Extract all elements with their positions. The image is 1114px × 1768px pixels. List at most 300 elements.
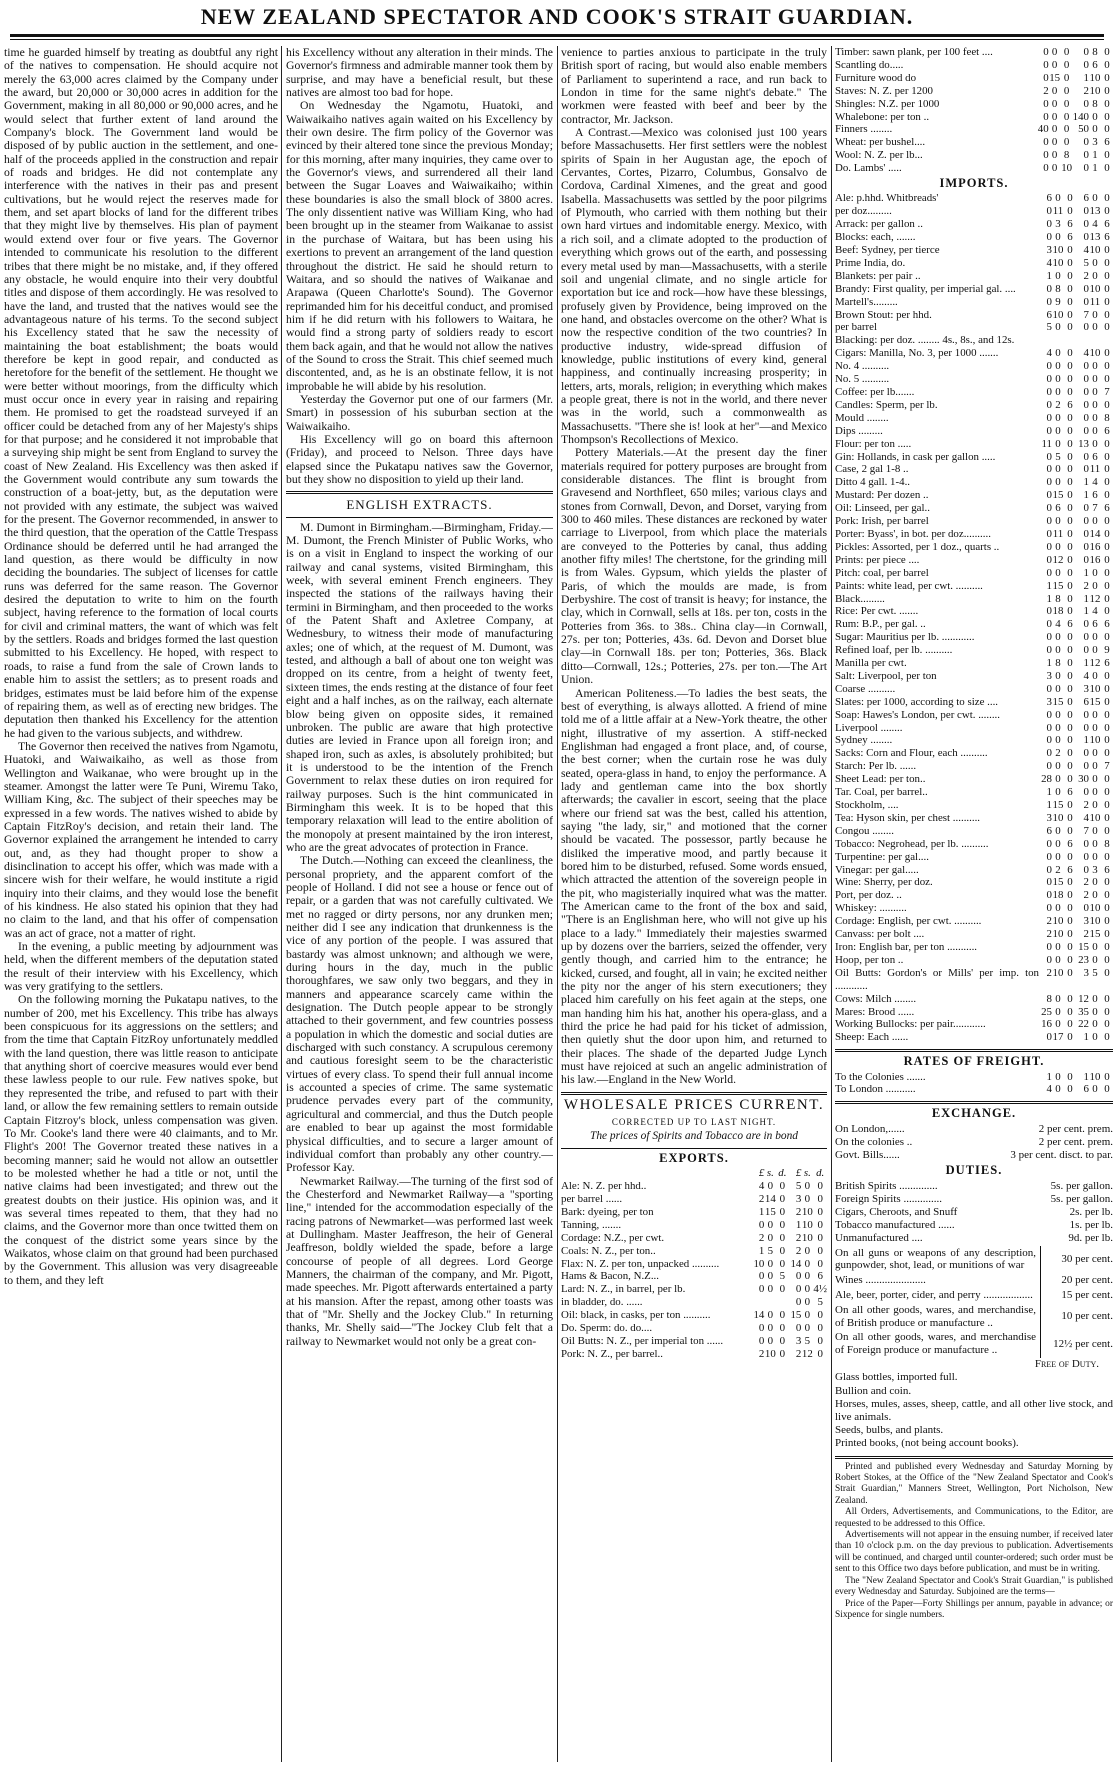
price-cell: 1: [1083, 566, 1089, 579]
price-item: Ditto 4 gall. 1-4..: [835, 476, 911, 489]
price-item: Whalebone: per ton ..: [835, 110, 930, 123]
price-row: [835, 1071, 1113, 1084]
price-cell: 5: [1083, 256, 1089, 269]
price-cell: 25: [1041, 1005, 1052, 1018]
price-cell: 0: [1043, 136, 1049, 149]
price-cell: 10: [1052, 966, 1064, 979]
price-cell: 0: [1046, 489, 1052, 502]
duty-rate: 15 per cent.: [1061, 1289, 1113, 1302]
price-cell: 0: [1046, 373, 1052, 386]
price-cell: 14: [1089, 527, 1101, 540]
price-cell: 0: [1046, 424, 1052, 437]
price-cell: 0: [1067, 811, 1073, 824]
exchange-place: Govt. Bills......: [835, 1149, 900, 1162]
price-cell: 7: [1092, 502, 1098, 515]
price-row: [835, 72, 1113, 85]
price-cell: 3: [1046, 244, 1052, 257]
price-cell: 0: [767, 1309, 774, 1322]
price-item: Mares: Brood ......: [835, 1005, 915, 1018]
price-cell: 0: [817, 1347, 823, 1360]
price-cell: 0: [1051, 123, 1058, 136]
price-cell: 2: [758, 1231, 765, 1244]
price-cell: 1: [1046, 786, 1052, 799]
price-cell: 0: [1046, 876, 1052, 889]
price-cell: 0: [1046, 463, 1052, 476]
price-cell: 1: [1083, 657, 1089, 670]
price-cell: 0: [1055, 321, 1061, 334]
price-cell: 6: [1104, 863, 1110, 876]
price-row: [835, 1018, 1113, 1031]
price-cell: 0: [1046, 889, 1052, 902]
price-cell: 14: [790, 1257, 802, 1270]
price-cell: 11: [1089, 463, 1101, 476]
price-row: [835, 1031, 1113, 1044]
price-cell: 6: [1104, 136, 1110, 149]
price-cell: 2: [1043, 84, 1049, 97]
price-cell: 22: [1078, 1018, 1089, 1031]
price-row: [561, 1245, 827, 1258]
price-cell: 1: [1046, 579, 1052, 592]
price-cell: 0: [1046, 902, 1052, 915]
price-row: [835, 631, 1113, 644]
price-cell: 0: [1104, 889, 1110, 902]
price-cell: 5: [795, 1180, 802, 1193]
price-cell: 6: [1067, 218, 1073, 231]
price-row: [835, 373, 1113, 386]
price-cell: 0: [1055, 386, 1061, 398]
price-row: [835, 902, 1113, 915]
price-item: Candles: Sperm, per lb.: [835, 398, 938, 411]
price-cell: 0: [1055, 953, 1061, 966]
price-item: Slates: per 1000, according to size ....: [835, 695, 999, 708]
price-row: [835, 438, 1113, 451]
price-cell: 2: [795, 1231, 802, 1244]
price-cell: 0: [1092, 786, 1098, 799]
price-cell: 0: [1046, 540, 1052, 553]
price-cell: 0: [1104, 695, 1110, 708]
price-cell: 0: [1067, 747, 1073, 760]
price-cell: 0: [1067, 463, 1073, 476]
price-cell: 12: [1089, 592, 1101, 605]
price-cell: [751, 1296, 764, 1309]
price-item: in bladder, do. ......: [561, 1296, 643, 1309]
price-cell: 3: [1046, 669, 1052, 682]
free-of-duty-heading: Free of Duty.: [1034, 1358, 1099, 1371]
price-cell: 0: [1092, 321, 1098, 334]
price-cell: 0: [1083, 902, 1089, 915]
masthead-rule: [10, 34, 1104, 37]
price-item: Staves: N. Z. per 1200: [835, 84, 933, 97]
price-cell: 0: [1104, 747, 1110, 760]
price-cell: 0: [1092, 437, 1098, 450]
price-row: [835, 993, 1113, 1006]
price-cell: 0: [1104, 953, 1110, 966]
price-cell: 10: [1089, 71, 1101, 84]
price-cell: 0: [1083, 786, 1089, 799]
price-cell: 0: [1104, 708, 1110, 721]
price-row: [835, 683, 1113, 696]
price-cell: 0: [1067, 347, 1073, 360]
price-cell: 0: [767, 1334, 774, 1347]
prices-subtitle: CORRECTED UP TO LAST NIGHT.: [611, 1117, 777, 1128]
price-cell: 0: [1055, 566, 1061, 579]
price-cell: 2: [1083, 579, 1089, 592]
section-rule: [286, 517, 553, 518]
price-cell: 10: [1089, 347, 1101, 360]
price-cell: 5: [1046, 321, 1052, 334]
price-cell: 0: [1055, 760, 1061, 773]
price-item: Cigars: Manilla, No. 3, per 1000 .......: [835, 347, 999, 360]
price-item: Refined loaf, per lb. ..........: [835, 644, 953, 657]
exchange-place: On London,......: [835, 1122, 905, 1135]
price-cell: 8: [1055, 657, 1061, 670]
price-cell: 8: [1063, 149, 1070, 162]
price-cell: 0: [1104, 450, 1110, 463]
price-cell: 0: [1104, 669, 1110, 682]
price-cell: 0: [1104, 58, 1110, 71]
price-row: [835, 59, 1113, 72]
price-cell: 6: [1046, 308, 1052, 321]
price-cell: 0: [1104, 592, 1110, 605]
price-item: No. 5 ..........: [835, 373, 890, 386]
price-cell: 0: [1051, 97, 1058, 110]
price-cell: 0: [1055, 824, 1061, 837]
price-cell: 0: [1067, 644, 1073, 657]
price-cell: 6: [1104, 618, 1110, 631]
price-cell: 0: [1104, 915, 1110, 928]
price-cell: 0: [1083, 747, 1089, 760]
price-cell: 16: [1089, 553, 1101, 566]
price-cell: 6: [1083, 1083, 1089, 1096]
masthead: NEW ZEALAND SPECTATOR AND COOK'S STRAIT GUARDIAN.: [200, 4, 914, 29]
price-row: [835, 915, 1113, 928]
price-cell: 0: [817, 1257, 823, 1270]
price-cell: 0: [1046, 850, 1052, 863]
price-cell: 16: [1089, 540, 1101, 553]
price-cell: 0: [1083, 97, 1089, 110]
price-item: per barrel ......: [561, 1193, 623, 1205]
price-item: Sydney ........: [835, 734, 893, 747]
column-1: [4, 46, 278, 1762]
price-row: [561, 1258, 827, 1271]
freight-table: [835, 1071, 1113, 1097]
price-item: To London ...........: [835, 1083, 916, 1096]
price-row: [835, 747, 1113, 760]
price-item: Pitch: coal, per barrel: [835, 566, 929, 579]
price-cell: 9: [1055, 295, 1061, 308]
price-cell: 11: [1041, 437, 1052, 450]
section-rule: [561, 1148, 827, 1149]
price-row: [561, 1270, 827, 1283]
price-cell: 0: [1083, 863, 1089, 876]
price-cell: 0: [1067, 799, 1073, 811]
price-cell: 0: [1046, 205, 1052, 218]
price-row: [561, 1219, 827, 1232]
price-cell: 0: [1104, 540, 1110, 553]
price-cell: 0: [1083, 46, 1089, 58]
price-cell: 2: [795, 1244, 802, 1257]
duty-item: On all other goods, wares, and merchandise of Foreign produce or manufacture ..: [835, 1330, 1041, 1358]
price-cell: 0: [804, 1309, 811, 1322]
price-item: Tobacco: Negrohead, per lb. ..........: [835, 837, 989, 850]
price-cell: 0: [1051, 149, 1058, 162]
price-cell: 0: [1104, 1031, 1110, 1044]
price-cell: 0: [1083, 837, 1089, 850]
price-cell: 4: [758, 1180, 765, 1193]
price-cell: 0: [1055, 644, 1061, 657]
price-item: Scantling do.....: [835, 58, 904, 71]
exchange-rate: 3 per cent. disct. to par.: [1010, 1149, 1113, 1162]
price-cell: 5: [1055, 450, 1061, 463]
price-cell: 0: [1067, 915, 1073, 928]
price-cell: 50: [1078, 123, 1089, 136]
exchange-row: [835, 1149, 1113, 1162]
price-cell: 8: [1046, 992, 1052, 1005]
price-cell: 6: [1104, 231, 1110, 244]
money-header-cell: £: [795, 1167, 802, 1180]
article-paragraph: his Excellency without any alteration in their minds. The Governor's firmness and admirable manner took them by surprise, and may have a beneficial result, but these natives are almost too bad for hope.: [286, 46, 553, 100]
price-row: [561, 1193, 827, 1206]
price-cell: 0: [1046, 734, 1052, 747]
price-cell: 0: [1067, 515, 1073, 528]
price-cell: 0: [1104, 928, 1110, 941]
price-item: Blankets: per pair ..: [835, 269, 921, 282]
price-cell: 0: [1092, 1005, 1098, 1018]
price-cell: 1: [795, 1218, 802, 1231]
duties-heading: DUTIES.: [945, 1163, 1003, 1178]
price-cell: 0: [1046, 940, 1052, 953]
price-cell: 10: [1052, 928, 1064, 941]
price-row: [835, 347, 1113, 360]
price-cell: 5: [779, 1270, 786, 1283]
price-item: Timber: sawn plank, per 100 feet ....: [835, 46, 993, 58]
price-cell: 0: [795, 1283, 802, 1296]
price-cell: 1: [1083, 1031, 1089, 1044]
price-cell: 0: [1067, 502, 1073, 515]
price-cell: 4: [1092, 605, 1098, 618]
price-row: [835, 136, 1113, 149]
price-cell: 0: [1046, 618, 1052, 631]
price-row: [835, 244, 1113, 257]
price-cell: 0: [1104, 71, 1110, 84]
price-cell: 4: [1046, 256, 1052, 269]
price-cell: 0: [1046, 682, 1052, 695]
price-cell: 0: [1055, 721, 1061, 734]
price-cell: 2: [1046, 915, 1052, 928]
money-header-cell: d.: [816, 1167, 825, 1180]
price-cell: 10: [1089, 915, 1101, 928]
duties-braced-table: [835, 1246, 1113, 1358]
price-cell: 0: [1092, 1083, 1098, 1096]
price-cell: 15: [1052, 579, 1064, 592]
free-item: Horses, mules, asses, sheep, cattle, and all other live stock, and live animals.: [835, 1397, 1113, 1424]
price-cell: 0: [1067, 657, 1073, 670]
price-cell: 0: [1067, 721, 1073, 734]
price-cell: 0: [1092, 992, 1098, 1005]
price-cell: 12: [801, 1347, 813, 1360]
price-row: [835, 162, 1113, 175]
price-row: [835, 515, 1113, 528]
price-cell: 0: [1067, 953, 1073, 966]
price-row: [835, 321, 1113, 334]
price-cell: 0: [1104, 579, 1110, 592]
price-cell: 15: [1089, 928, 1101, 941]
price-cell: 0: [1104, 398, 1110, 411]
price-cell: 7: [1083, 824, 1089, 837]
price-cell: 0: [1083, 850, 1089, 863]
price-cell: 0: [1067, 889, 1073, 902]
price-cell: 0: [1083, 136, 1089, 149]
section-rule: [835, 1456, 1113, 1459]
price-cell: 0: [1083, 386, 1089, 398]
price-item: Coarse ..........: [835, 682, 896, 695]
article-paragraph: A Contrast.—Mexico was colonised just 100 years before Massachusetts. Her first settlers were the noblest spirits of Spain in her Augustan age, the epoch of Cervantes, Cortes, Pizarro, Columbus, Gonsalvo de Cordova, Cardinal Ximenes, and the great and good Isabella. Massachusetts was settled by the poor pilgrims of Plymouth, who carried with them nothing but their own hard virtues and indomitable energy. Mexico, with a rich soil, and a climate adopted to the production of everything which grows out of the earth, and possessing every metal used by man—Massachusetts, with a sterile soil and ungenial climate, and no single article for exportation but ice and rock—how have these blessings, profusely given by Providence, being improved on the one hand, and obstacles overcome on the other? What is now the respective condition of the two countries? In productive industry, wide-spread diffusion of knowledge, public institutions of every kind, general happiness, and continually increasing prosperity; in letters, arts, morals, religion; in everything which makes a people great, there is not in the world, and there never was in the world, such a commonwealth as Massachusetts. "There she is! look at her"—and Mexico Thompson's Recollections of Mexico.: [561, 126, 827, 446]
price-cell: 0: [1046, 231, 1052, 244]
price-item: Working Bullocks: per pair............: [835, 1018, 986, 1031]
price-item: Salt: Liverpool, per ton: [835, 669, 937, 682]
price-cell: 1: [758, 1205, 765, 1218]
duty-row: [835, 1193, 1113, 1206]
price-cell: 0: [1083, 58, 1089, 71]
price-cell: 6: [1067, 398, 1073, 411]
price-cell: 0: [1055, 734, 1061, 747]
price-cell: 10: [1089, 1070, 1101, 1083]
price-cell: 0: [1083, 708, 1089, 721]
price-cell: 2: [1055, 398, 1061, 411]
price-item: Blacking: per doz. ........ 4s., 8s., and 12s.: [835, 334, 1015, 347]
price-row: [835, 412, 1113, 425]
price-cell: 0: [1104, 553, 1110, 566]
price-cell: 1: [1092, 162, 1098, 175]
price-cell: 0: [767, 1257, 774, 1270]
article-paragraph: time he guarded himself by treating as doubtful any right of the natives to compensation. He should acquire not merely the 63,000 acres claimed by the Company under the award, but 20,000 or 30,000 acres in addition for the Government, making in all 80,000 or 90,000 acres, and he would select that further extent of land around the Company's block. The Government land would be disposed of by public auction in the settlement, and one-half of the proceeds applied in the construction and repair of roads and bridges. He did not contemplate any interference with the natives in their pas and present cultivations, but he would reject the reserves made for them, and set apart blocks of land for the different tribes that they might live by themselves. His plan of payment would extend over four or five years. The Governor intended to communicate his resolution to the different tribes that there might be no mistake, and, if they offered any obstacle, he would enquire into their very doubtful titles and dispose of them accordingly. He was resolved to have the land, and trusted that the natives would see the advantageous nature of his terms. To the second subject his Excellency stated that he saw the necessity of maintaining the boat establishment; the boats would therefore be kept in good repair, and conducted as heretofore for the benefit of the settlement. He thought we were better without moorings, from the difficulty which must occur once in every year in raising and repairing them. He promised to get the roadstead surveyed if an officer could be detached from any of her Majesty's ships for that purpose; and he considered it not improbable that a surveying ship might be sent from England to survey the coast of New Zealand. His Excellency was then asked if the Government would contribute any sum towards the construction of a boat-jetty, but, as the deputation were not provided with any estimate, the subject was waived for the present. The Governor recommended, in answer to the third question, that the operation of the Cattle Trespass Ordinance should be deferred until he had arranged the land question, as there would be difficulty in now deciding the boundaries. The subject of licenses for cattle runs was deferred for the same reason. The Governor desired the deputation to write to him on the fourth subject, having reference to the formation of local courts for civil and criminal matters, the want of which was felt by the settlers. Roads and bridges formed the last question submitted to his Excellency. He hoped, with respect to roads, to raise a fund from the sale of Crown lands to enable him to assist the settlers; as to present roads and bridges, estimates must be laid before him of the expense of repairing them, as well as of erecting new bridges. The deputation then thanked his Excellency for the attention he had given to the various subjects, and withdrew.: [4, 46, 278, 740]
price-cell: 0: [1067, 928, 1073, 941]
price-row: [835, 709, 1113, 722]
price-cell: 0: [758, 1334, 765, 1347]
price-cell: 0: [1067, 824, 1073, 837]
price-cell: 0: [1055, 347, 1061, 360]
price-cell: 0: [1067, 244, 1073, 257]
price-cell: 13: [1078, 437, 1089, 450]
price-cell: 8: [1055, 282, 1061, 295]
price-cell: 0: [1104, 205, 1110, 218]
price-cell: 0: [1067, 1005, 1073, 1018]
price-cell: 0: [1104, 360, 1110, 373]
price-item: Arrack: per gallon ..: [835, 218, 923, 231]
price-cell: 0: [1055, 463, 1061, 476]
price-cell: 0: [1067, 282, 1073, 295]
price-cell: 0: [1067, 489, 1073, 502]
price-cell: 0: [1083, 540, 1089, 553]
price-cell: 0: [1067, 876, 1073, 889]
price-item: Rice: Per cwt. .......: [835, 605, 919, 618]
price-item: Turpentine: per gal....: [835, 850, 929, 863]
imports-heading: IMPORTS.: [939, 176, 1009, 191]
price-item: Sheet Lead: per ton..: [835, 773, 926, 786]
section-heading: ENGLISH EXTRACTS.: [346, 497, 493, 513]
duty-braced-row: [835, 1330, 1113, 1358]
price-cell: 0: [1104, 476, 1110, 489]
price-cell: 10: [1061, 162, 1073, 175]
price-row: [835, 98, 1113, 111]
price-cell: 0: [1055, 1083, 1061, 1096]
price-item: No. 4 ..........: [835, 360, 890, 373]
price-row: [835, 838, 1113, 851]
exchange-heading: EXCHANGE.: [931, 1106, 1017, 1121]
price-cell: 0: [1092, 631, 1098, 644]
price-row: [835, 309, 1113, 322]
price-cell: 0: [1104, 295, 1110, 308]
price-cell: 11: [1052, 205, 1064, 218]
duties-list: [835, 1180, 1113, 1246]
price-cell: 5: [817, 1296, 823, 1309]
price-cell: 0: [1083, 321, 1089, 334]
duty-item: Ale, beer, porter, cider, and perry ..................: [835, 1288, 1041, 1303]
price-cell: 0: [1104, 149, 1110, 162]
price-cell: 10: [801, 1231, 813, 1244]
price-item: Prints: per piece ....: [835, 553, 920, 566]
price-item: Lard: N. Z., in barrel, per lb.: [561, 1283, 686, 1296]
price-cell: 15: [1052, 489, 1064, 502]
price-item: Wheat: per bushel....: [835, 136, 926, 149]
price-row: [835, 696, 1113, 709]
price-cell: 0: [1104, 566, 1110, 579]
price-cell: 0: [1092, 940, 1098, 953]
price-cell: 6: [1104, 502, 1110, 515]
article-paragraph: Yesterday the Governor put one of our farmers (Mr. Smart) in possession of his suburban section at the Waiwaikaiho.: [286, 392, 553, 433]
price-cell: 0: [1055, 515, 1061, 528]
price-cell: 0: [1067, 773, 1073, 786]
price-item: Flour: per ton .....: [835, 437, 912, 450]
price-cell: 0: [1067, 386, 1073, 398]
price-cell: 0: [779, 1193, 786, 1205]
price-cell: 7: [1104, 760, 1110, 773]
price-row: [561, 1296, 827, 1309]
price-row: [835, 825, 1113, 838]
price-cell: 0: [779, 1309, 786, 1322]
price-cell: 0: [1083, 218, 1089, 231]
price-cell: 0: [1083, 631, 1089, 644]
price-cell: 7: [1104, 386, 1110, 398]
price-item: Martell's.........: [835, 295, 898, 308]
exports-table: [561, 1167, 827, 1361]
price-cell: 14: [764, 1193, 776, 1205]
price-cell: 14: [753, 1309, 765, 1322]
freight-heading: RATES OF FREIGHT.: [903, 1054, 1045, 1069]
price-cell: 0: [1092, 889, 1098, 902]
price-cell: 10: [1052, 244, 1064, 257]
price-cell: 0: [1067, 605, 1073, 618]
price-cell: 0: [779, 1218, 786, 1231]
price-cell: 0: [1055, 708, 1061, 721]
price-item: Manilla per cwt.: [835, 657, 907, 670]
price-cell: 0: [1055, 940, 1061, 953]
price-cell: 0: [1051, 136, 1058, 149]
price-cell: 0: [1083, 527, 1089, 540]
price-cell: 1: [1083, 476, 1089, 489]
price-cell: 0: [1092, 386, 1098, 398]
price-cell: 13: [1089, 231, 1101, 244]
price-cell: 0: [767, 1322, 774, 1335]
price-cell: 6: [1046, 824, 1052, 837]
price-item: Bark: dyeing, per ton: [561, 1205, 654, 1218]
price-cell: 0: [1104, 1005, 1110, 1018]
money-header-cell: d.: [778, 1167, 787, 1180]
price-cell: 10: [1089, 734, 1101, 747]
price-item: per barrel: [835, 321, 878, 334]
price-item: per doz.........: [835, 205, 892, 218]
price-cell: 0: [1067, 940, 1073, 953]
